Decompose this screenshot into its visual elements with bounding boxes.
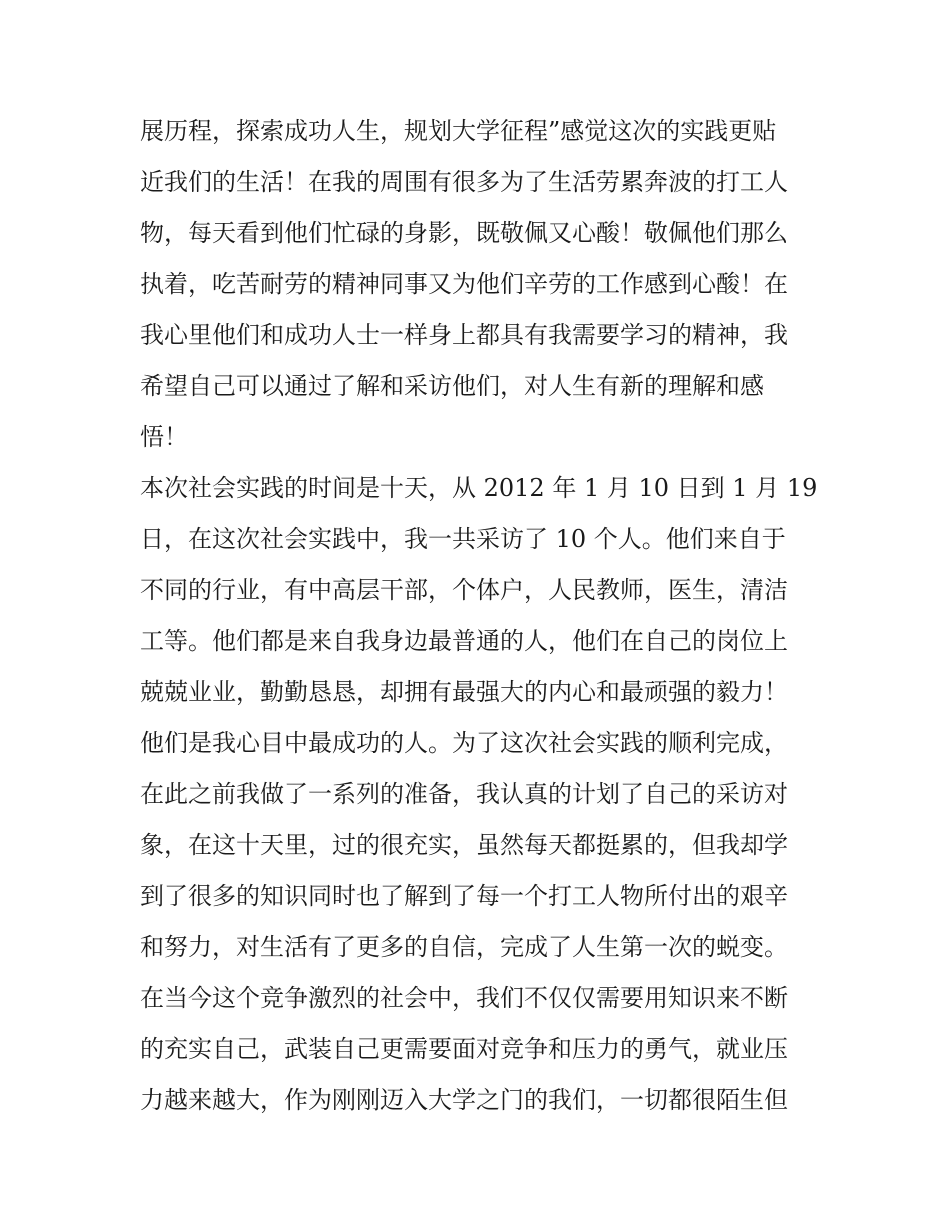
text-line: 力越来越大，作为刚刚迈入大学之门的我们，一切都很陌生但 [140, 1086, 788, 1114]
text-line: 到了很多的知识同时也了解到了每一个打工人物所付出的艰辛 [140, 882, 788, 910]
text-line: 他们是我心目中最成功的人。为了这次社会实践的顺利完成， [140, 729, 788, 757]
text-line: 悟！ [140, 423, 188, 451]
text-line: 兢兢业业，勤勤恳恳，却拥有最强大的内心和最顽强的毅力！ [140, 678, 788, 706]
text-line: 近我们的生活！在我的周围有很多为了生活劳累奔波的打工人 [140, 168, 788, 196]
text-line: 工等。他们都是来自我身边最普通的人，他们在自己的岗位上 [140, 627, 788, 655]
body-text [140, 106, 830, 1126]
text-line: 不同的行业，有中高层干部，个体户，人民教师，医生，清洁 [140, 576, 788, 604]
text-line: 在当今这个竞争激烈的社会中，我们不仅仅需要用知识来不断 [140, 984, 788, 1012]
text-line: 日，在这次社会实践中，我一共采访了 10 个人。他们来自于 [140, 525, 786, 553]
text-line: 和努力，对生活有了更多的自信，完成了人生第一次的蜕变。 [140, 933, 788, 961]
text-line: 展历程，探索成功人生，规划大学征程”感觉这次的实践更贴 [140, 117, 777, 145]
text-line: 在此之前我做了一系列的准备，我认真的计划了自己的采访对 [140, 780, 788, 808]
text-line: 象，在这十天里，过的很充实，虽然每天都挺累的，但我却学 [140, 831, 788, 859]
text-line: 本次社会实践的时间是十天，从 2012 年 1 月 10 日到 1 月 19 [140, 474, 818, 502]
text-line: 希望自己可以通过了解和采访他们，对人生有新的理解和感 [140, 372, 764, 400]
text-line: 物，每天看到他们忙碌的身影，既敬佩又心酸！敬佩他们那么 [140, 219, 788, 247]
text-line: 执着，吃苦耐劳的精神同事又为他们辛劳的工作感到心酸！在 [140, 270, 788, 298]
text-line: 的充实自己，武装自己更需要面对竞争和压力的勇气，就业压 [140, 1035, 788, 1063]
text-line: 我心里他们和成功人士一样身上都具有我需要学习的精神，我 [140, 321, 788, 349]
